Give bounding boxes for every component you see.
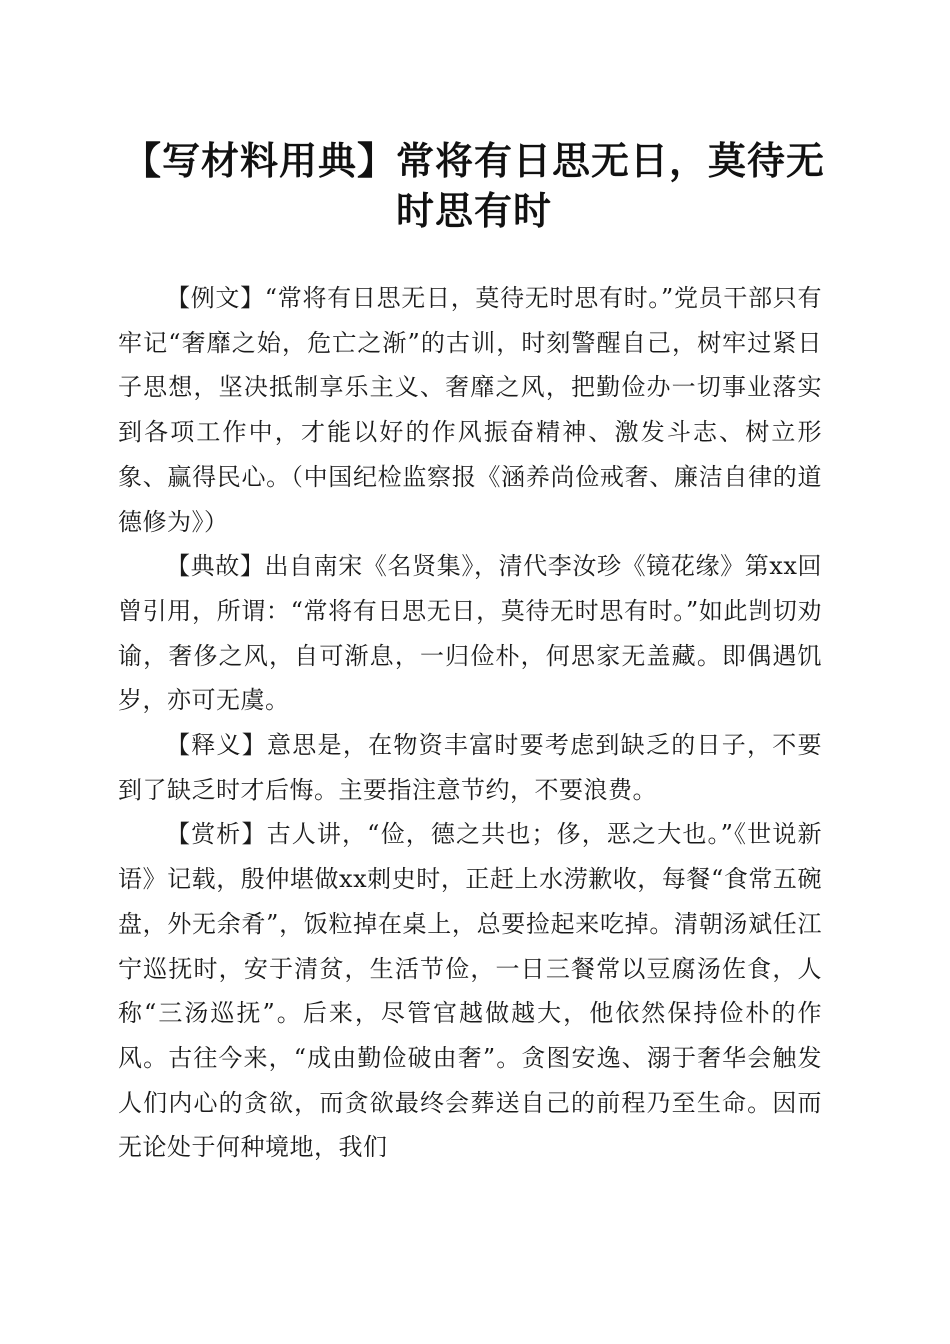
document-title: 【写材料用典】常将有日思无日，莫待无时思有时 — [122, 138, 825, 233]
paragraph-allusion: 【典故】出自南宋《名贤集》，清代李汝珍《镜花缘》第xx回曾引用，所谓：“常将有日思无日，莫待无时思有时。”如此剀切劝谕，奢侈之风，自可渐息，一归俭朴，何思家无盖藏。即偶遇饥岁，亦可无虞。 — [118, 552, 822, 715]
paragraph-appreciation: 【赏析】古人讲，“俭，德之共也；侈，恶之大也。”《世说新语》记载，殷仲堪做xx刺史时，正赶上水涝歉收，每餐“食常五碗盘，外无余肴”，饭粒掉在桌上，总要捡起来吃掉。清朝汤斌任江宁巡抚时，安于清贫，生活节俭，一日三餐常以豆腐汤佐食，人称“三汤巡抚”。后来，尽管官越做越大，他依然保持俭朴的作风。古往今来，“成由勤俭破由奢”。贪图安逸、溺于奢华会触发人们内心的贪欲，而贪欲最终会葬送自己的前程乃至生命。因而无论处于何种境地，我们 — [118, 820, 822, 1162]
document-body — [118, 276, 822, 1170]
paragraph-example: 【例文】“常将有日思无日，莫待无时思有时。”党员干部只有牢记“奢靡之始，危亡之渐”的古训，时刻警醒自己，树牢过紧日子思想，坚决抵制享乐主义、奢靡之风，把勤俭办一切事业落实到各项工作中，才能以好的作风振奋精神、激发斗志、树立形象、赢得民心。（中国纪检监察报《涵养尚俭戒奢、廉洁自律的道德修为》） — [118, 284, 822, 536]
paragraph-meaning: 【释义】意思是，在物资丰富时要考虑到缺乏的日子，不要到了缺乏时才后悔。主要指注意节约，不要浪费。 — [118, 731, 822, 804]
